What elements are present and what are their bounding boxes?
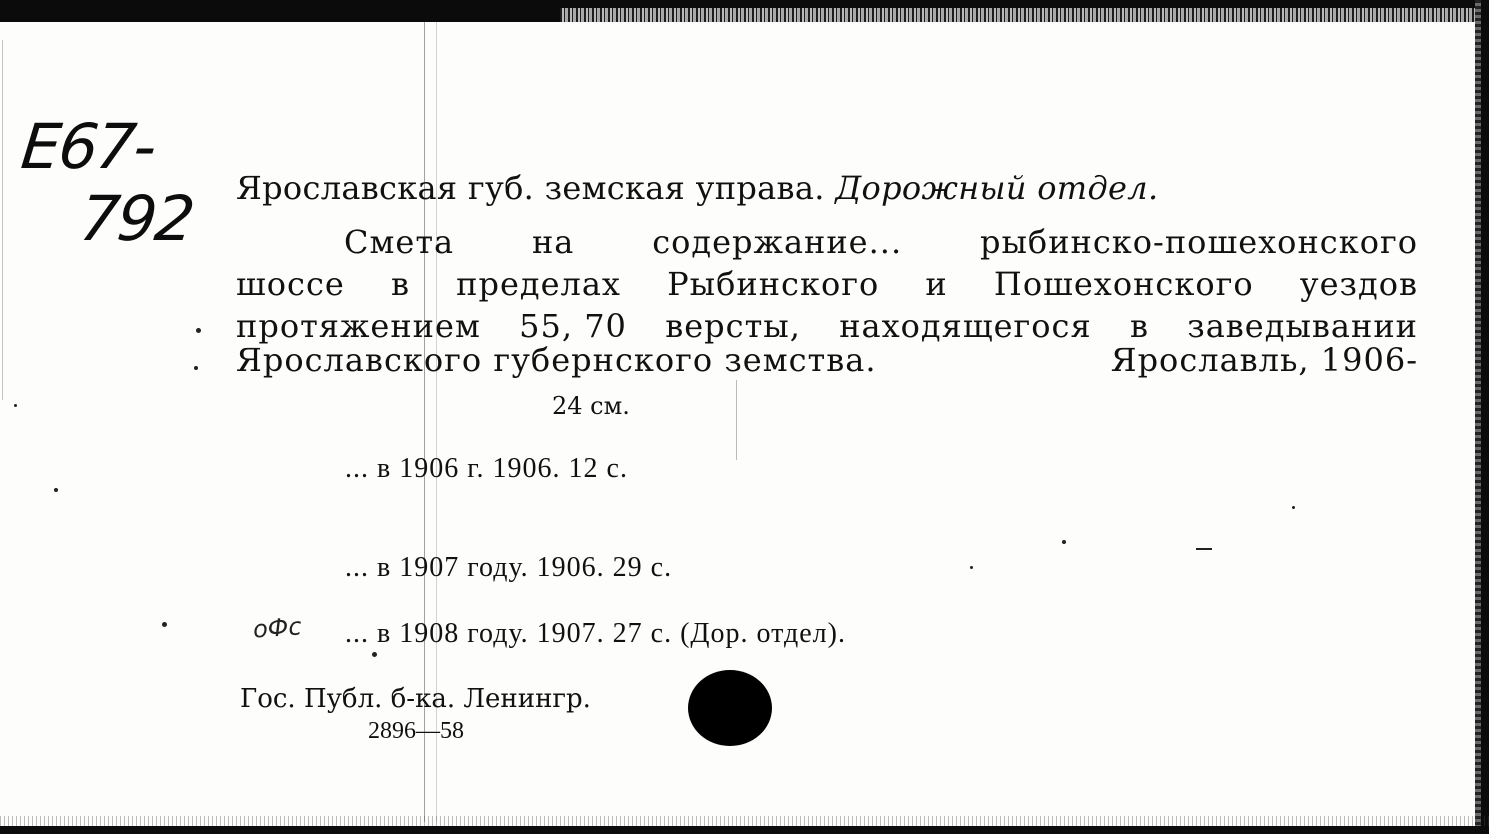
word: версты,	[665, 307, 801, 345]
scan-speck	[54, 488, 58, 492]
issue-entry: ... в 1906 г. 1906. 12 с.	[345, 453, 628, 484]
word: уездов	[1299, 265, 1418, 303]
scan-border-bottom	[0, 826, 1489, 834]
word: на	[531, 223, 575, 261]
heading-department: Дорожный отдел.	[835, 169, 1159, 207]
word: протяжением	[236, 307, 481, 345]
word: пределах	[456, 265, 621, 303]
scan-speck	[194, 366, 198, 370]
imprint-place-year: Ярославль, 1906-	[1110, 341, 1418, 379]
scan-speck	[1292, 506, 1295, 509]
scan-speck	[1196, 548, 1212, 550]
punch-hole	[688, 670, 772, 746]
card-heading	[236, 169, 1418, 207]
word: шоссе	[236, 265, 345, 303]
scan-speck	[162, 622, 167, 627]
shelfmark-handwritten	[10, 108, 204, 257]
scan-speck	[970, 566, 973, 569]
word: 55, 70	[519, 307, 627, 345]
shelfmark-line-2: 792	[76, 181, 197, 255]
physical-size: 24 см.	[552, 392, 630, 420]
word: содержание...	[652, 223, 903, 261]
word: Пошехонского	[993, 265, 1254, 303]
scan-border-right	[1475, 0, 1489, 834]
title-line-2	[236, 265, 1418, 303]
word: заведывании	[1187, 307, 1418, 345]
scan-speck	[1062, 540, 1066, 544]
word: Смета	[344, 223, 455, 261]
title-line-1	[236, 223, 1418, 261]
issue-entry: ... в 1908 году. 1907. 27 с. (Дор. отдел).	[345, 618, 846, 649]
issue-entry: ... в 1907 году. 1906. 29 с.	[345, 552, 673, 583]
word: находящегося	[839, 307, 1092, 345]
card-number: 2896—58	[368, 718, 464, 744]
handwritten-mark: оФс	[252, 612, 303, 644]
word: рыбинско-пошехонского	[979, 223, 1418, 261]
scan-line	[2, 40, 3, 400]
word: в	[1129, 307, 1149, 345]
word: Рыбинского	[667, 265, 880, 303]
word: в	[390, 265, 410, 303]
shelfmark-line-1: E67-	[17, 110, 159, 183]
scan-line	[736, 380, 737, 460]
title-line-4	[236, 341, 1418, 379]
library-imprint: Гос. Публ. б-ка. Ленингр.	[240, 684, 591, 714]
publisher-text: Ярославского губернского земства.	[236, 341, 877, 379]
scan-speck	[372, 652, 377, 657]
scan-speck	[196, 328, 201, 333]
heading-author: Ярославская губ. земская управа.	[236, 169, 825, 207]
scan-border-top	[0, 0, 1489, 22]
scan-speck	[14, 404, 17, 407]
word: и	[925, 265, 948, 303]
title-line-3	[236, 307, 1418, 345]
